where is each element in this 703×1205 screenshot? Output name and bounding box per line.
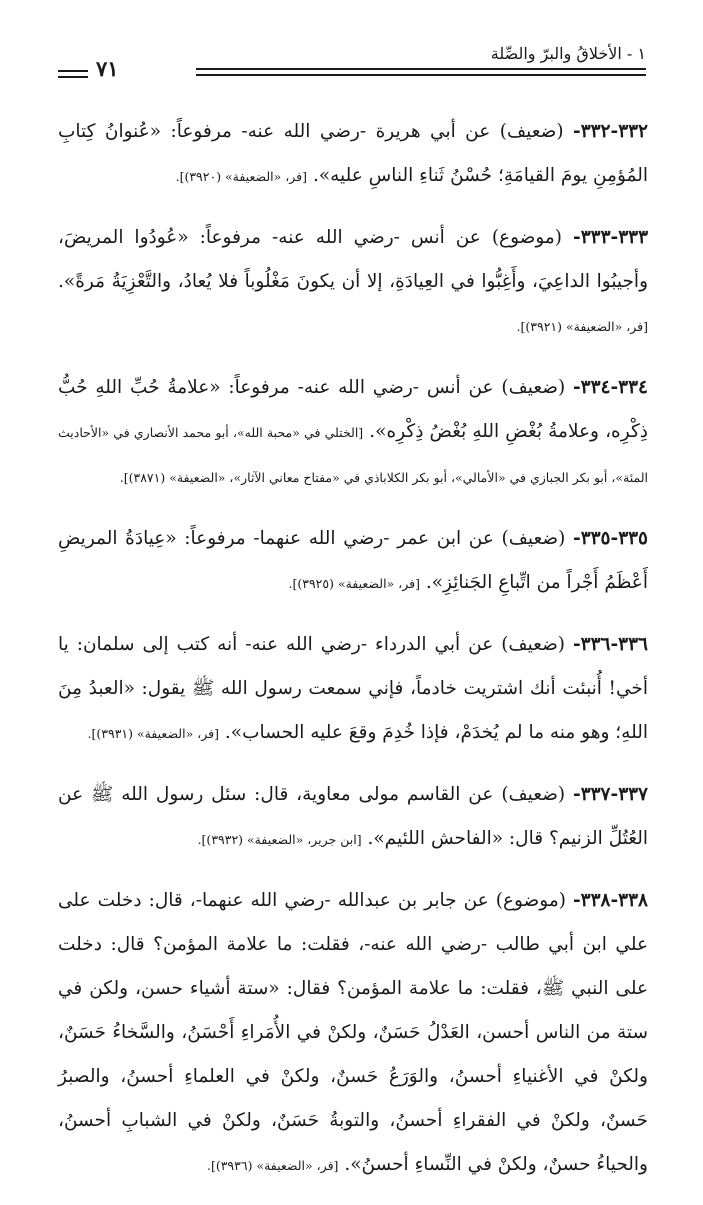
hadith-text: عن أبي الدرداء -رضي الله عنه- أنه كتب إلى سلمان: يا أخي! أُنبئت أنك اشتريت خادماً، فإني سمعت رسول الله ﷺ يقول: «العبدُ مِنَ اللهِ؛ وهو منه ما لم يُخدَمْ، فإذا خُدِمَ وقعَ عليه الحساب». — [58, 634, 648, 743]
hadith-source: [الختلي في «محبة الله»، أبو محمد الأنصاري في «الأحاديث المئة»، أبو بكر الجبازي في «الأمالي»، أبو بكر الكلاباذي في «مفتاح معاني الآثار»، «الضعيفة» (٣٨٧١)]. — [58, 425, 648, 485]
hadith-source: [ابن جرير، «الضعيفة» (٣٩٣٢)]. — [197, 832, 362, 847]
hadith-grade: (ضعيف) — [501, 528, 566, 549]
header-rule — [58, 70, 88, 72]
hadith-text: عن أنس -رضي الله عنه- مرفوعاً: «علامةُ حُبِّ اللهِ حُبُّ ذِكْرِه، وعلامةُ بُغْضِ اللهِ بُغْضُ ذِكْرِه». — [58, 377, 648, 442]
hadith-text: عن أبي هريرة -رضي الله عنه- مرفوعاً: «عُنوانُ كِتابِ المُؤمِنِ يومَ القيامَةِ؛ حُسْنُ ثَناءِ الناسِ عليه». — [58, 121, 648, 186]
hadith-number: ٣٣٦-٣٣٦- — [572, 634, 648, 655]
hadith-source: [فر، «الضعيفة» (٣٩٣١)]. — [87, 726, 219, 741]
hadith-number: ٣٣٥-٣٣٥- — [573, 528, 648, 549]
hadith-number: ٣٣٢-٣٣٢- — [573, 121, 648, 142]
hadith-number: ٣٣٨-٣٣٨- — [572, 890, 648, 911]
hadith-grade: (ضعيف) — [501, 634, 566, 655]
hadith-grade: (ضعيف) — [499, 121, 564, 142]
hadith-source: [فر، «الضعيفة» (٣٩٢٠)]. — [175, 169, 308, 184]
running-title: ١ - الأخلاقُ والبرّ والصِّلة — [490, 44, 646, 63]
hadith-entry — [58, 879, 648, 1188]
hadith-text: عن جابر بن عبدالله -رضي الله عنهما-، قال: دخلت على علي ابن أبي طالب -رضي الله عنه-، فقلت: ما علامة المؤمن؟ قال: دخلت على النبي ﷺ، فقلت: ما علامة المؤمن؟ فقال: «ستة أشياء حسن، ولكن في ستة من الناس أحسن، العَدْلُ حَسَنٌ، ولكنْ في الأُمَراءِ أَحْسَنُ، والسَّخاءُ حَسَنٌ، ولكنْ في الأغنياءِ أحسنُ، والوَرَعُ حَسنٌ، ولكنْ في العلماءِ أحسنُ، والصبرُ حَسنٌ، ولكنْ في الفقراءِ أحسنُ، والتوبةُ حَسَنٌ، ولكنْ في الشبابِ أحسنُ، والحياءُ حسنٌ، ولكنْ في النِّساءِ أحسنُ». — [58, 890, 648, 1175]
hadith-entry — [58, 110, 648, 199]
page-header — [58, 44, 646, 84]
hadith-number: ٣٣٧-٣٣٧- — [573, 784, 648, 805]
hadith-number: ٣٣٤-٣٣٤- — [572, 377, 648, 398]
page-number: ٧١ — [96, 56, 119, 81]
header-rule — [196, 74, 646, 76]
hadith-grade: (ضعيف) — [501, 377, 566, 398]
header-rule — [58, 76, 88, 78]
hadith-source: [فر، «الضعيفة» (٣٩٣٦)]. — [206, 1158, 339, 1173]
hadith-entry — [58, 517, 648, 606]
hadith-entry — [58, 216, 648, 349]
hadith-source: [فر، «الضعيفة» (٣٩٢١)]. — [516, 319, 648, 334]
hadith-entry — [58, 366, 648, 500]
hadith-text: عن ابن عمر -رضي الله عنهما- مرفوعاً: «عِيادَةُ المريضِ أَعْظَمُ أَجْراً من اتِّباعِ الجَنائِزِ». — [58, 528, 648, 593]
hadith-text: عن القاسم مولى معاوية، قال: سئل رسول الله ﷺ عن العُتُلِّ الزنيم؟ قال: «الفاحش اللئيم». — [58, 784, 648, 849]
hadith-grade: (موضوع) — [495, 890, 566, 911]
hadith-entry — [58, 773, 648, 862]
hadith-grade: (ضعيف) — [501, 784, 566, 805]
hadith-grade: (موضوع) — [491, 227, 563, 248]
hadith-number: ٣٣٣-٣٣٣- — [573, 227, 649, 248]
hadith-entry — [58, 623, 648, 756]
header-rule — [196, 68, 646, 70]
page-body — [58, 110, 648, 1205]
hadith-source: [فر، «الضعيفة» (٣٩٢٥)]. — [288, 576, 420, 591]
hadith-text: عن أنس -رضي الله عنه- مرفوعاً: «عُودُوا المريضَ، وأجيبُوا الداعِيَ، وأَغِبُّوا في العِيادَةِ، إلا أن يكونَ مَغْلُوباً فلا يُعادُ، والتَّعْزِيَةُ مَرةً». — [58, 227, 648, 292]
